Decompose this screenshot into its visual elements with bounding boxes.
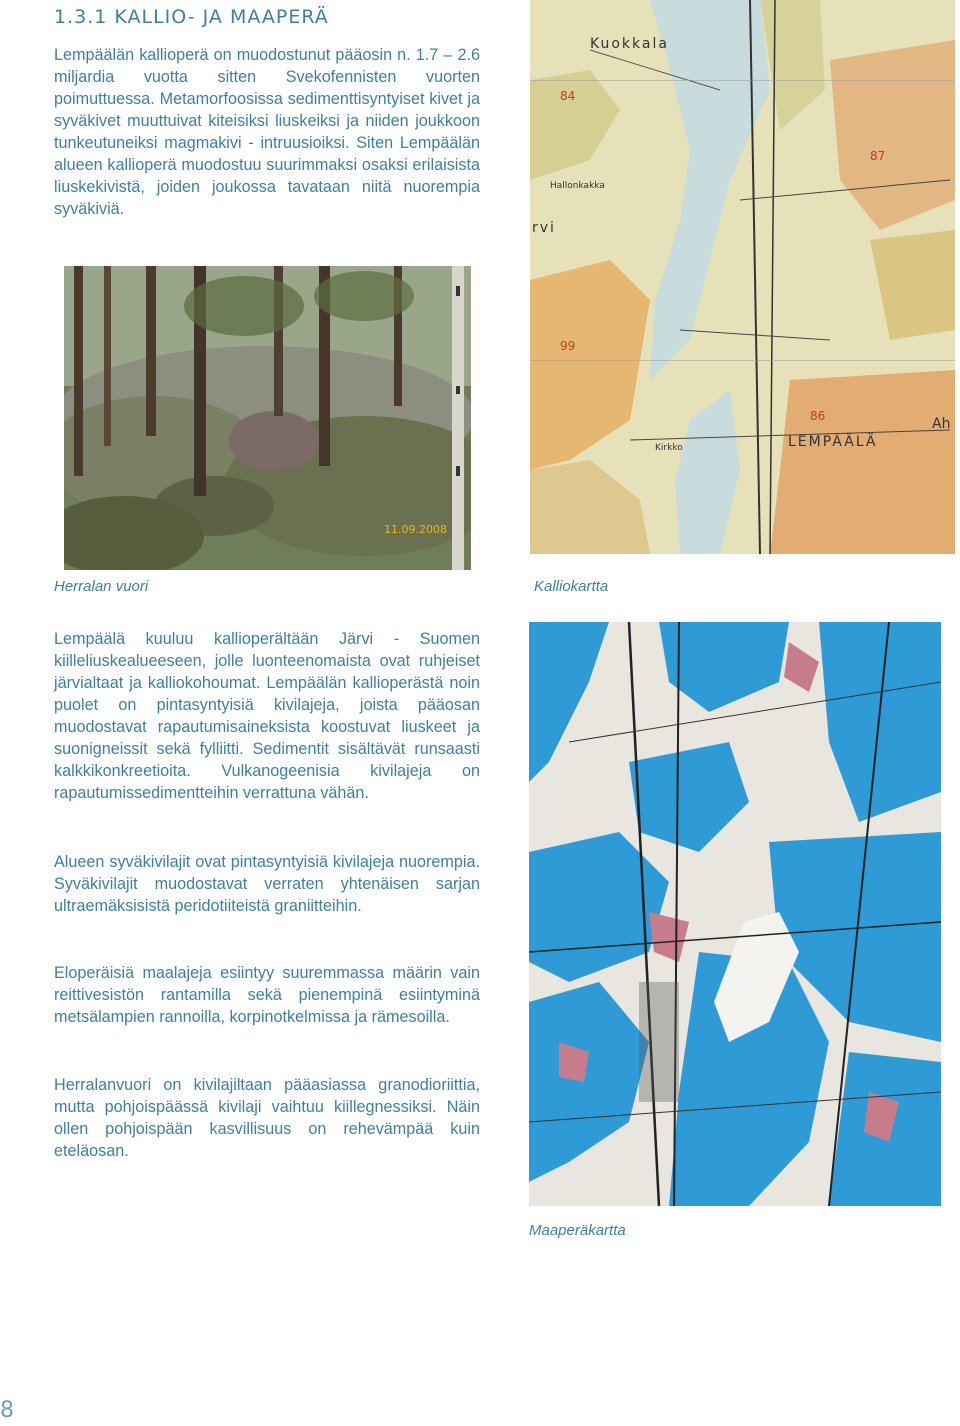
herralan-vuori-photo: [64, 266, 471, 570]
bedrock-map: [530, 0, 955, 554]
map-label-kirkko: Kirkko: [655, 443, 683, 453]
map-label-kuokkala: Kuokkala: [590, 36, 669, 52]
svg-text:99: 99: [560, 339, 576, 353]
page-number: 8: [0, 1398, 14, 1423]
photo-date-stamp: 11.09.2008: [384, 523, 447, 536]
caption-soil-map: Maaperäkartta: [529, 1222, 626, 1239]
paragraph-herralanvuori: Herralanvuori on kivilajiltaan pääasiassa granodioriittia, mutta pohjoispäässä kivilaji vaihtuu kiillegnessiksi. Näin ollen pohjoispään kasvillisuus on rehevämpää kuin eteläosan.: [54, 1076, 480, 1160]
paragraph-intro: Lempäälän kallioperä on muodostunut pääosin n. 1.7 – 2.6 miljardia vuotta sitten Svekofennisten vuorten poimuttuessa. Metamorfoosissa sedimenttisyntyiset kivet ja syväkivet muuttuivat kiteisiksi liuskeiksi ja niiden joukkoon tunkeutuneiksi magmakivi - intruusioiksi. Siten Lempäälän alueen kallioperä muodostuu suurimmaksi osaksi erilaisista liuskekivistä, joiden joukossa tavataan niitä nuorempia syväkiviä.: [54, 46, 480, 218]
map-label-hallonkakka: Hallonkakka: [550, 181, 605, 191]
map-label-ah: Ah: [932, 416, 951, 432]
paragraph-plutonic: Alueen syväkivilajit ovat pintasyntyisiä kivilajeja nuorempia. Syväkivilajit muodostavat verraten yhtenäisen sarjan ultraemäksisistä peridotiiteistä graniitteihin.: [54, 853, 480, 915]
paragraph-bedrock: Lempäälä kuuluu kallioperältään Järvi - Suomen kiilleliuskealueeseen, jolle luonteenomaista ovat ruhjeiset järvialtaat ja kalliokohoumat. Lempäälän kallioperästä noin puolet on pintasyntyisiä kivilajeja, joista pääosan muodostavat rapautumisaineksista koostuvat liuskeet ja suonigneissit sekä fylliitti. Sedimentit sisältävät runsaasti kalkkikonkreetioita. Vulkanogeenisia kivilajeja on rapautumissedimentteihin verrattuna vähän.: [54, 630, 480, 802]
svg-text:87: 87: [870, 149, 886, 163]
caption-photo: Herralan vuori: [54, 578, 149, 595]
svg-text:84: 84: [560, 89, 576, 103]
paragraph-organic-soils: Eloperäisiä maalajeja esiintyy suuremmassa määrin vain reittivesistön rantamilla sekä pienempinä esiintyminä metsälampien rannoilla, korpinotkelmissa ja rämesoilla.: [54, 964, 480, 1026]
section-heading: 1.3.1 KALLIO- JA MAAPERÄ: [54, 6, 329, 28]
caption-bedrock-map: Kalliokartta: [534, 578, 609, 595]
svg-text:86: 86: [810, 409, 826, 423]
map-label-lempaala: LEMPÄÄLÄ: [788, 434, 878, 450]
soil-map: [529, 622, 941, 1206]
map-label-rvi: rvi: [532, 220, 556, 236]
